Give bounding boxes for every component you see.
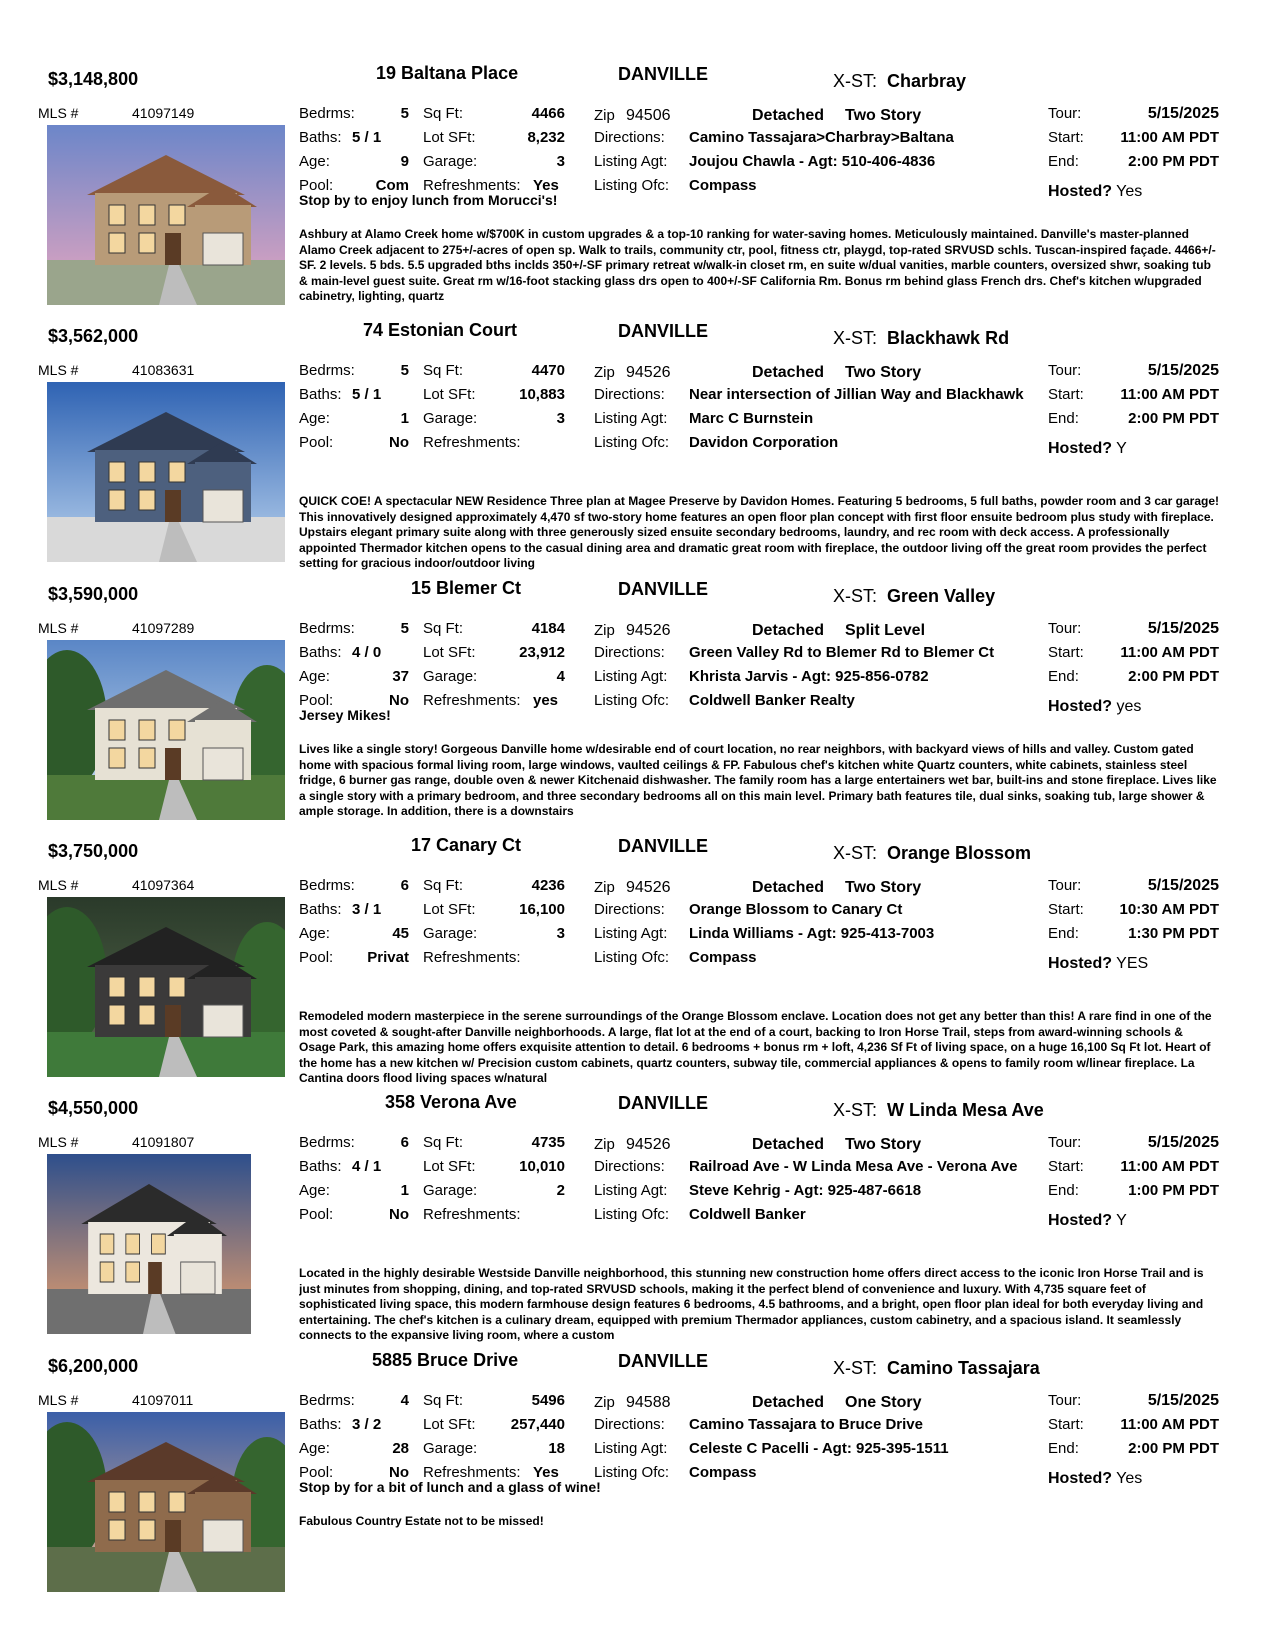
bedrooms-label: Bedrms: — [299, 362, 355, 379]
end-time: 2:00 PM PDT — [1128, 153, 1219, 170]
baths-label: Baths: — [299, 129, 342, 146]
listing-card — [0, 1349, 1275, 1607]
sqft-label: Sq Ft: — [423, 620, 464, 637]
listing-city: DANVILLE — [618, 579, 708, 599]
pool-value: Privat — [367, 949, 409, 966]
sqft-value: 4184 — [531, 620, 565, 637]
lot-value: 257,440 — [510, 1416, 565, 1433]
cross-street — [833, 72, 966, 90]
cross-street-label: X-ST: — [833, 1358, 878, 1378]
hosted-label: Hosted? — [1048, 1470, 1112, 1487]
listing-address: 15 Blemer Ct — [411, 578, 522, 598]
mls-label: MLS # — [38, 1392, 79, 1408]
refreshments-label: Refreshments: — [423, 177, 521, 194]
baths-value: 3 / 2 — [352, 1416, 382, 1433]
property-type: Detached — [752, 1136, 825, 1153]
bedrooms-value: 6 — [400, 1134, 409, 1151]
end-label: End: — [1048, 1440, 1079, 1457]
property-style: Two Story — [845, 1136, 922, 1153]
mls-label: MLS # — [38, 105, 79, 121]
baths-value: 4 / 0 — [352, 644, 382, 661]
cross-street-value: Charbray — [887, 71, 967, 91]
mls-number — [38, 620, 195, 636]
directions-value: Camino Tassajara to Bruce Drive — [689, 1416, 923, 1433]
hosted — [1048, 441, 1127, 457]
listing-agent-label: Listing Agt: — [594, 153, 668, 170]
end-label: End: — [1048, 668, 1079, 685]
listing-note: Jersey Mikes! — [299, 707, 391, 723]
refreshments-label: Refreshments: — [423, 1206, 521, 1223]
baths-label: Baths: — [299, 1416, 342, 1433]
house-photo — [47, 125, 285, 305]
age-value: 28 — [392, 1440, 409, 1457]
property-style: One Story — [845, 1394, 922, 1411]
cross-street-value: W Linda Mesa Ave — [887, 1100, 1044, 1120]
pool-label: Pool: — [299, 1464, 334, 1481]
zip-label: Zip — [594, 1394, 615, 1411]
directions-label: Directions: — [594, 129, 665, 146]
lot-label: Lot SFt: — [423, 1416, 476, 1433]
lot-label: Lot SFt: — [423, 644, 476, 661]
listing-card — [0, 1091, 1275, 1349]
sqft-value: 4735 — [531, 1134, 565, 1151]
property-style: Split Level — [845, 622, 926, 639]
cross-street-label: X-ST: — [833, 71, 878, 91]
listing-office-label: Listing Ofc: — [594, 1206, 670, 1223]
lot-label: Lot SFt: — [423, 901, 476, 918]
zip-value: 94526 — [626, 879, 671, 896]
end-label: End: — [1048, 153, 1079, 170]
mls-label: MLS # — [38, 877, 79, 893]
listing-city: DANVILLE — [618, 1351, 708, 1371]
age-label: Age: — [299, 1440, 330, 1457]
listing-office-value: Compass — [689, 1464, 757, 1481]
tour-label: Tour: — [1048, 362, 1082, 379]
cross-street-label: X-ST: — [833, 328, 878, 348]
garage-value: 18 — [548, 1440, 565, 1457]
bedrooms-value: 6 — [400, 877, 409, 894]
start-label: Start: — [1048, 386, 1084, 403]
listing-card — [0, 577, 1275, 835]
lot-value: 16,100 — [519, 901, 565, 918]
mls-label: MLS # — [38, 1134, 79, 1150]
zip-label: Zip — [594, 1136, 615, 1153]
cross-street-value: Green Valley — [887, 586, 996, 606]
garage-value: 2 — [556, 1182, 565, 1199]
zip-value: 94526 — [626, 364, 671, 381]
hosted-value: Yes — [1116, 183, 1143, 200]
sqft-label: Sq Ft: — [423, 877, 464, 894]
property-type: Detached — [752, 622, 825, 639]
baths-value: 4 / 1 — [352, 1158, 382, 1175]
end-time: 2:00 PM PDT — [1128, 1440, 1219, 1457]
property-type: Detached — [752, 879, 825, 896]
hosted — [1048, 1213, 1127, 1229]
tour-label: Tour: — [1048, 620, 1082, 637]
garage-label: Garage: — [423, 410, 478, 427]
property-type: Detached — [752, 364, 825, 381]
directions-value: Near intersection of Jillian Way and Blackhawk — [689, 386, 1024, 403]
listing-agent-value: Khrista Jarvis - Agt: 925-856-0782 — [689, 668, 929, 685]
listing-office-value: Compass — [689, 949, 757, 966]
pool-value: No — [389, 1206, 409, 1223]
listing-address: 358 Verona Ave — [385, 1092, 517, 1112]
pool-label: Pool: — [299, 1206, 334, 1223]
hosted-label: Hosted? — [1048, 440, 1112, 457]
listing-note: Stop by to enjoy lunch from Morucci's! — [299, 192, 558, 208]
listing-agent-value: Marc C Burnstein — [689, 410, 814, 427]
listing-price: $3,590,000 — [48, 584, 139, 604]
hosted-value: Yes — [1116, 1470, 1143, 1487]
listing-price: $3,562,000 — [48, 326, 139, 346]
baths-value: 3 / 1 — [352, 901, 382, 918]
sqft-label: Sq Ft: — [423, 1392, 464, 1409]
refreshments-label: Refreshments: — [423, 434, 521, 451]
garage-value: 4 — [556, 668, 565, 685]
garage-label: Garage: — [423, 153, 478, 170]
mls-value: 41097149 — [132, 105, 195, 121]
refreshments-label: Refreshments: — [423, 1464, 521, 1481]
end-label: End: — [1048, 410, 1079, 427]
listing-price: $6,200,000 — [48, 1356, 139, 1376]
bedrooms-label: Bedrms: — [299, 877, 355, 894]
bedrooms-label: Bedrms: — [299, 1134, 355, 1151]
listing-agent-label: Listing Agt: — [594, 1182, 668, 1199]
listing-agent-value: Linda Williams - Agt: 925-413-7003 — [689, 925, 935, 942]
garage-label: Garage: — [423, 668, 478, 685]
hosted-value: YES — [1116, 955, 1149, 972]
cross-street — [833, 1359, 1040, 1377]
sqft-value: 5496 — [531, 1392, 565, 1409]
hosted-label: Hosted? — [1048, 1212, 1112, 1229]
listing-card — [0, 834, 1275, 1092]
listing-note: Stop by for a bit of lunch and a glass of wine! — [299, 1479, 601, 1495]
end-time: 1:30 PM PDT — [1128, 925, 1219, 942]
sqft-value: 4466 — [531, 105, 565, 122]
bedrooms-value: 5 — [400, 105, 409, 122]
pool-label: Pool: — [299, 434, 334, 451]
listing-office-value: Davidon Corporation — [689, 434, 839, 451]
sqft-label: Sq Ft: — [423, 362, 464, 379]
hosted-value: Y — [1116, 1212, 1127, 1229]
house-photo — [47, 382, 285, 562]
garage-label: Garage: — [423, 925, 478, 942]
zip-label: Zip — [594, 622, 615, 639]
pool-label: Pool: — [299, 177, 334, 194]
listing-agent-label: Listing Agt: — [594, 410, 668, 427]
mls-value: 41097011 — [132, 1392, 194, 1408]
cross-street — [833, 587, 995, 605]
lot-value: 8,232 — [527, 129, 565, 146]
property-type: Detached — [752, 1394, 825, 1411]
property-style: Two Story — [845, 107, 922, 124]
listing-card — [0, 62, 1275, 320]
listing-description: QUICK COE! A spectacular NEW Residence Three plan at Magee Preserve by Davidon Homes. Featuring 5 bedrooms, 5 full baths, powder room and 3 car garage! This innovatively designed approximately 4,470 sf two-story home features an open floor plan concept with first floor ensuite bedroom plus study with fireplace. Upstairs elegant primary suite along with three generously sized ensuite secondary bedrooms, laundry, and rec room with deck access. A professionally appointed Thermador kitchen opens to the casual dining area and dramatic great room with fireplace, the outdoor living off the great room provides the perfect setting for gracious indoor/outdoor living — [299, 494, 1219, 570]
cross-street-value: Orange Blossom — [887, 843, 1032, 863]
lot-value: 10,883 — [519, 386, 565, 403]
pool-value: No — [389, 692, 409, 709]
start-time: 11:00 AM PDT — [1120, 644, 1219, 661]
house-photo — [47, 897, 285, 1077]
listing-city: DANVILLE — [618, 836, 708, 856]
start-time: 11:00 AM PDT — [1120, 1416, 1219, 1433]
listing-price: $3,148,800 — [48, 69, 139, 89]
age-label: Age: — [299, 153, 330, 170]
listing-agent-label: Listing Agt: — [594, 925, 668, 942]
lot-label: Lot SFt: — [423, 1158, 476, 1175]
refreshments-value: Yes — [533, 1464, 559, 1481]
mls-value: 41083631 — [132, 362, 195, 378]
listing-card — [0, 319, 1275, 577]
hosted — [1048, 699, 1141, 715]
listing-description: Fabulous Country Estate not to be missed! — [299, 1514, 544, 1528]
cross-street-label: X-ST: — [833, 586, 878, 606]
baths-label: Baths: — [299, 644, 342, 661]
sqft-label: Sq Ft: — [423, 1134, 464, 1151]
listing-description: Remodeled modern masterpiece in the serene surroundings of the Orange Blossom enclave. Location does not get any better than this! A rare find in one of the most coveted & sought-after Danville neighborhoods. A large, flat lot at the end of a court, backing to Iron Horse Trail, steps from award-winning schools & Osage Park, this amazing home offers exquisite attention to detail. 6 bedrooms + bonus rm + loft, 4,236 Sf Ft of living space, on a huge 16,100 Sq Ft lot. Heart of the home has a new kitchen w/ Precision custom cabinets, quartz counters, subway tile, commercial appliances & opens to family room w/linear fireplace. La Cantina doors flood living spaces w/natural — [299, 1009, 1212, 1085]
bedrooms-label: Bedrms: — [299, 620, 355, 637]
refreshments-value: yes — [533, 692, 559, 709]
age-value: 37 — [392, 668, 409, 685]
age-value: 1 — [400, 1182, 409, 1199]
listing-office-value: Compass — [689, 177, 757, 194]
age-value: 45 — [392, 925, 409, 942]
cross-street-value: Camino Tassajara — [887, 1358, 1040, 1378]
start-label: Start: — [1048, 1416, 1084, 1433]
start-time: 10:30 AM PDT — [1119, 901, 1219, 918]
tour-date: 5/15/2025 — [1147, 1134, 1219, 1151]
listing-address: 74 Estonian Court — [363, 320, 518, 340]
cross-street-label: X-ST: — [833, 843, 878, 863]
listing-office-value: Coldwell Banker — [689, 1206, 806, 1223]
listing-city: DANVILLE — [618, 1093, 708, 1113]
tour-label: Tour: — [1048, 1392, 1082, 1409]
directions-label: Directions: — [594, 1416, 665, 1433]
start-label: Start: — [1048, 129, 1084, 146]
baths-value: 5 / 1 — [352, 386, 382, 403]
zip-value: 94588 — [626, 1394, 671, 1411]
listing-description: Ashbury at Alamo Creek home w/$700K in custom upgrades & a top-10 ranking for water-saving homes. Meticulously maintained. Danville's master-planned Alamo Creek adjacent to 275+/-acres of open sp. Walk to trails, community ctr, pool, fitness ctr, playgd, top-rated SRVUSD schls. Tuscan-inspired façade. 4466+/-SF. 2 levels. 5 bds. 5.5 upgraded bths inclds 350+/-SF primary retreat w/walk-in closet rm, en suite w/dual vanities, marble counters, oversized shwr, soaking tub & main-level guest suite. Great rm w/16-foot stacking glass drs open to 400+/-SF California Rm. Bonus rm behind glass French drs. Chef's kitchen w/upgraded cabinetry, lighting, quartz — [299, 227, 1216, 303]
refreshments-label: Refreshments: — [423, 692, 521, 709]
listing-office-label: Listing Ofc: — [594, 177, 670, 194]
listing-agent-value: Celeste C Pacelli - Agt: 925-395-1511 — [689, 1440, 949, 1457]
property-style: Two Story — [845, 364, 922, 381]
listing-agent-label: Listing Agt: — [594, 1440, 668, 1457]
listing-price: $3,750,000 — [48, 841, 139, 861]
age-value: 9 — [400, 153, 409, 170]
listing-agent-label: Listing Agt: — [594, 668, 668, 685]
mls-number — [38, 877, 195, 893]
listing-price: $4,550,000 — [48, 1098, 139, 1118]
tour-date: 5/15/2025 — [1147, 620, 1219, 637]
start-label: Start: — [1048, 901, 1084, 918]
listing-city: DANVILLE — [618, 321, 708, 341]
refreshments-value: Yes — [533, 177, 559, 194]
sqft-value: 4236 — [531, 877, 565, 894]
lot-value: 10,010 — [519, 1158, 565, 1175]
hosted-value: Y — [1116, 440, 1127, 457]
directions-value: Green Valley Rd to Blemer Rd to Blemer Ct — [689, 644, 995, 661]
garage-value: 3 — [556, 925, 565, 942]
listing-city: DANVILLE — [618, 64, 708, 84]
house-photo — [47, 640, 285, 820]
hosted — [1048, 184, 1142, 200]
bedrooms-value: 5 — [400, 620, 409, 637]
mls-label: MLS # — [38, 362, 79, 378]
zip-label: Zip — [594, 107, 615, 124]
tour-date: 5/15/2025 — [1147, 362, 1219, 379]
garage-label: Garage: — [423, 1440, 478, 1457]
sqft-label: Sq Ft: — [423, 105, 464, 122]
property-type: Detached — [752, 107, 825, 124]
age-label: Age: — [299, 925, 330, 942]
mls-number — [38, 1134, 195, 1150]
listing-description: Located in the highly desirable Westside Danville neighborhood, this stunning new construction home offers direct access to the iconic Iron Horse Trail and is just minutes from shopping, dining, and top-rated SRVUSD schools, making it the perfect blend of convenience and luxury. With 4,735 square feet of sophisticated living space, this modern farmhouse design features 6 bedrooms, 4.5 bathrooms, and a bright, open floor plan ideal for both everyday living and entertaining. The chef's kitchen is a culinary dream, equipped with premium Thermador appliances, custom cabinetry, and a spacious island. It seamlessly connects to the expansive living room, where a custom — [299, 1266, 1204, 1342]
directions-value: Camino Tassajara>Charbray>Baltana — [689, 129, 954, 146]
directions-label: Directions: — [594, 386, 665, 403]
age-label: Age: — [299, 1182, 330, 1199]
listing-agent-value: Steve Kehrig - Agt: 925-487-6618 — [689, 1182, 922, 1199]
end-label: End: — [1048, 925, 1079, 942]
cross-street — [833, 329, 1009, 347]
tour-date: 5/15/2025 — [1147, 105, 1219, 122]
listing-office-label: Listing Ofc: — [594, 949, 670, 966]
baths-value: 5 / 1 — [352, 129, 382, 146]
start-label: Start: — [1048, 644, 1084, 661]
hosted-label: Hosted? — [1048, 183, 1112, 200]
age-label: Age: — [299, 410, 330, 427]
mls-value: 41097364 — [132, 877, 195, 893]
directions-label: Directions: — [594, 901, 665, 918]
start-label: Start: — [1048, 1158, 1084, 1175]
lot-label: Lot SFt: — [423, 386, 476, 403]
listing-address: 17 Canary Ct — [411, 835, 522, 855]
bedrooms-label: Bedrms: — [299, 1392, 355, 1409]
bedrooms-label: Bedrms: — [299, 105, 355, 122]
hosted-value: yes — [1116, 698, 1142, 715]
listing-agent-value: Joujou Chawla - Agt: 510-406-4836 — [689, 153, 936, 170]
baths-label: Baths: — [299, 386, 342, 403]
pool-value: No — [389, 1464, 409, 1481]
end-time: 2:00 PM PDT — [1128, 668, 1219, 685]
cross-street — [833, 1101, 1044, 1119]
refreshments-label: Refreshments: — [423, 949, 521, 966]
cross-street-label: X-ST: — [833, 1100, 878, 1120]
garage-value: 3 — [556, 153, 565, 170]
end-label: End: — [1048, 1182, 1079, 1199]
listing-office-label: Listing Ofc: — [594, 1464, 670, 1481]
pool-label: Pool: — [299, 692, 334, 709]
start-time: 11:00 AM PDT — [1120, 129, 1219, 146]
mls-value: 41091807 — [132, 1134, 195, 1150]
listing-address: 5885 Bruce Drive — [372, 1350, 519, 1370]
garage-value: 3 — [556, 410, 565, 427]
zip-label: Zip — [594, 879, 615, 896]
listing-office-label: Listing Ofc: — [594, 434, 670, 451]
start-time: 11:00 AM PDT — [1120, 386, 1219, 403]
end-time: 1:00 PM PDT — [1128, 1182, 1219, 1199]
lot-label: Lot SFt: — [423, 129, 476, 146]
house-photo — [47, 1412, 285, 1592]
bedrooms-value: 4 — [400, 1392, 409, 1409]
mls-label: MLS # — [38, 620, 79, 636]
age-value: 1 — [400, 410, 409, 427]
cross-street-value: Blackhawk Rd — [887, 328, 1010, 348]
tour-label: Tour: — [1048, 105, 1082, 122]
tour-date: 5/15/2025 — [1147, 1392, 1219, 1409]
tour-label: Tour: — [1048, 877, 1082, 894]
tour-label: Tour: — [1048, 1134, 1082, 1151]
start-time: 11:00 AM PDT — [1120, 1158, 1219, 1175]
garage-label: Garage: — [423, 1182, 478, 1199]
directions-value: Railroad Ave - W Linda Mesa Ave - Verona Ave — [689, 1158, 1018, 1175]
hosted-label: Hosted? — [1048, 955, 1112, 972]
hosted-label: Hosted? — [1048, 698, 1112, 715]
lot-value: 23,912 — [519, 644, 565, 661]
listing-office-value: Coldwell Banker Realty — [689, 692, 855, 709]
directions-label: Directions: — [594, 644, 665, 661]
zip-label: Zip — [594, 364, 615, 381]
mls-number — [38, 362, 195, 378]
mls-value: 41097289 — [132, 620, 195, 636]
directions-value: Orange Blossom to Canary Ct — [689, 901, 903, 918]
property-style: Two Story — [845, 879, 922, 896]
baths-label: Baths: — [299, 1158, 342, 1175]
listing-address: 19 Baltana Place — [376, 63, 519, 83]
directions-label: Directions: — [594, 1158, 665, 1175]
zip-value: 94506 — [626, 107, 671, 124]
bedrooms-value: 5 — [400, 362, 409, 379]
zip-value: 94526 — [626, 1136, 671, 1153]
pool-value: No — [389, 434, 409, 451]
age-label: Age: — [299, 668, 330, 685]
zip-value: 94526 — [626, 622, 671, 639]
end-time: 2:00 PM PDT — [1128, 410, 1219, 427]
cross-street — [833, 844, 1031, 862]
pool-value: Com — [375, 177, 409, 194]
sqft-value: 4470 — [531, 362, 565, 379]
listing-office-label: Listing Ofc: — [594, 692, 670, 709]
tour-date: 5/15/2025 — [1147, 877, 1219, 894]
hosted — [1048, 1471, 1142, 1487]
hosted — [1048, 956, 1148, 972]
listing-description: Lives like a single story! Gorgeous Danville home w/desirable end of court location, no rear neighbors, with backyard views of hills and valley. Custom gated home with spacious formal living room, large windows, vaulted ceilings & FP. Fabulous chef's kitchen white Quartz counters, white cabinets, stainless steel fridge, 6 burner gas range, double oven & newer Kitchenaid dishwasher. The family room has a large entertainers wet bar, built-ins and stone fireplace. Lives like a single story with a primary bedroom, and three secondary bedrooms all on this main level. Primary bath features tile, dual sinks, soaking tub, large shower & ample storage. In addition, there is a downstairs — [299, 742, 1217, 818]
baths-label: Baths: — [299, 901, 342, 918]
mls-number — [38, 105, 195, 121]
pool-label: Pool: — [299, 949, 334, 966]
mls-number — [38, 1392, 194, 1408]
house-photo — [47, 1154, 251, 1334]
